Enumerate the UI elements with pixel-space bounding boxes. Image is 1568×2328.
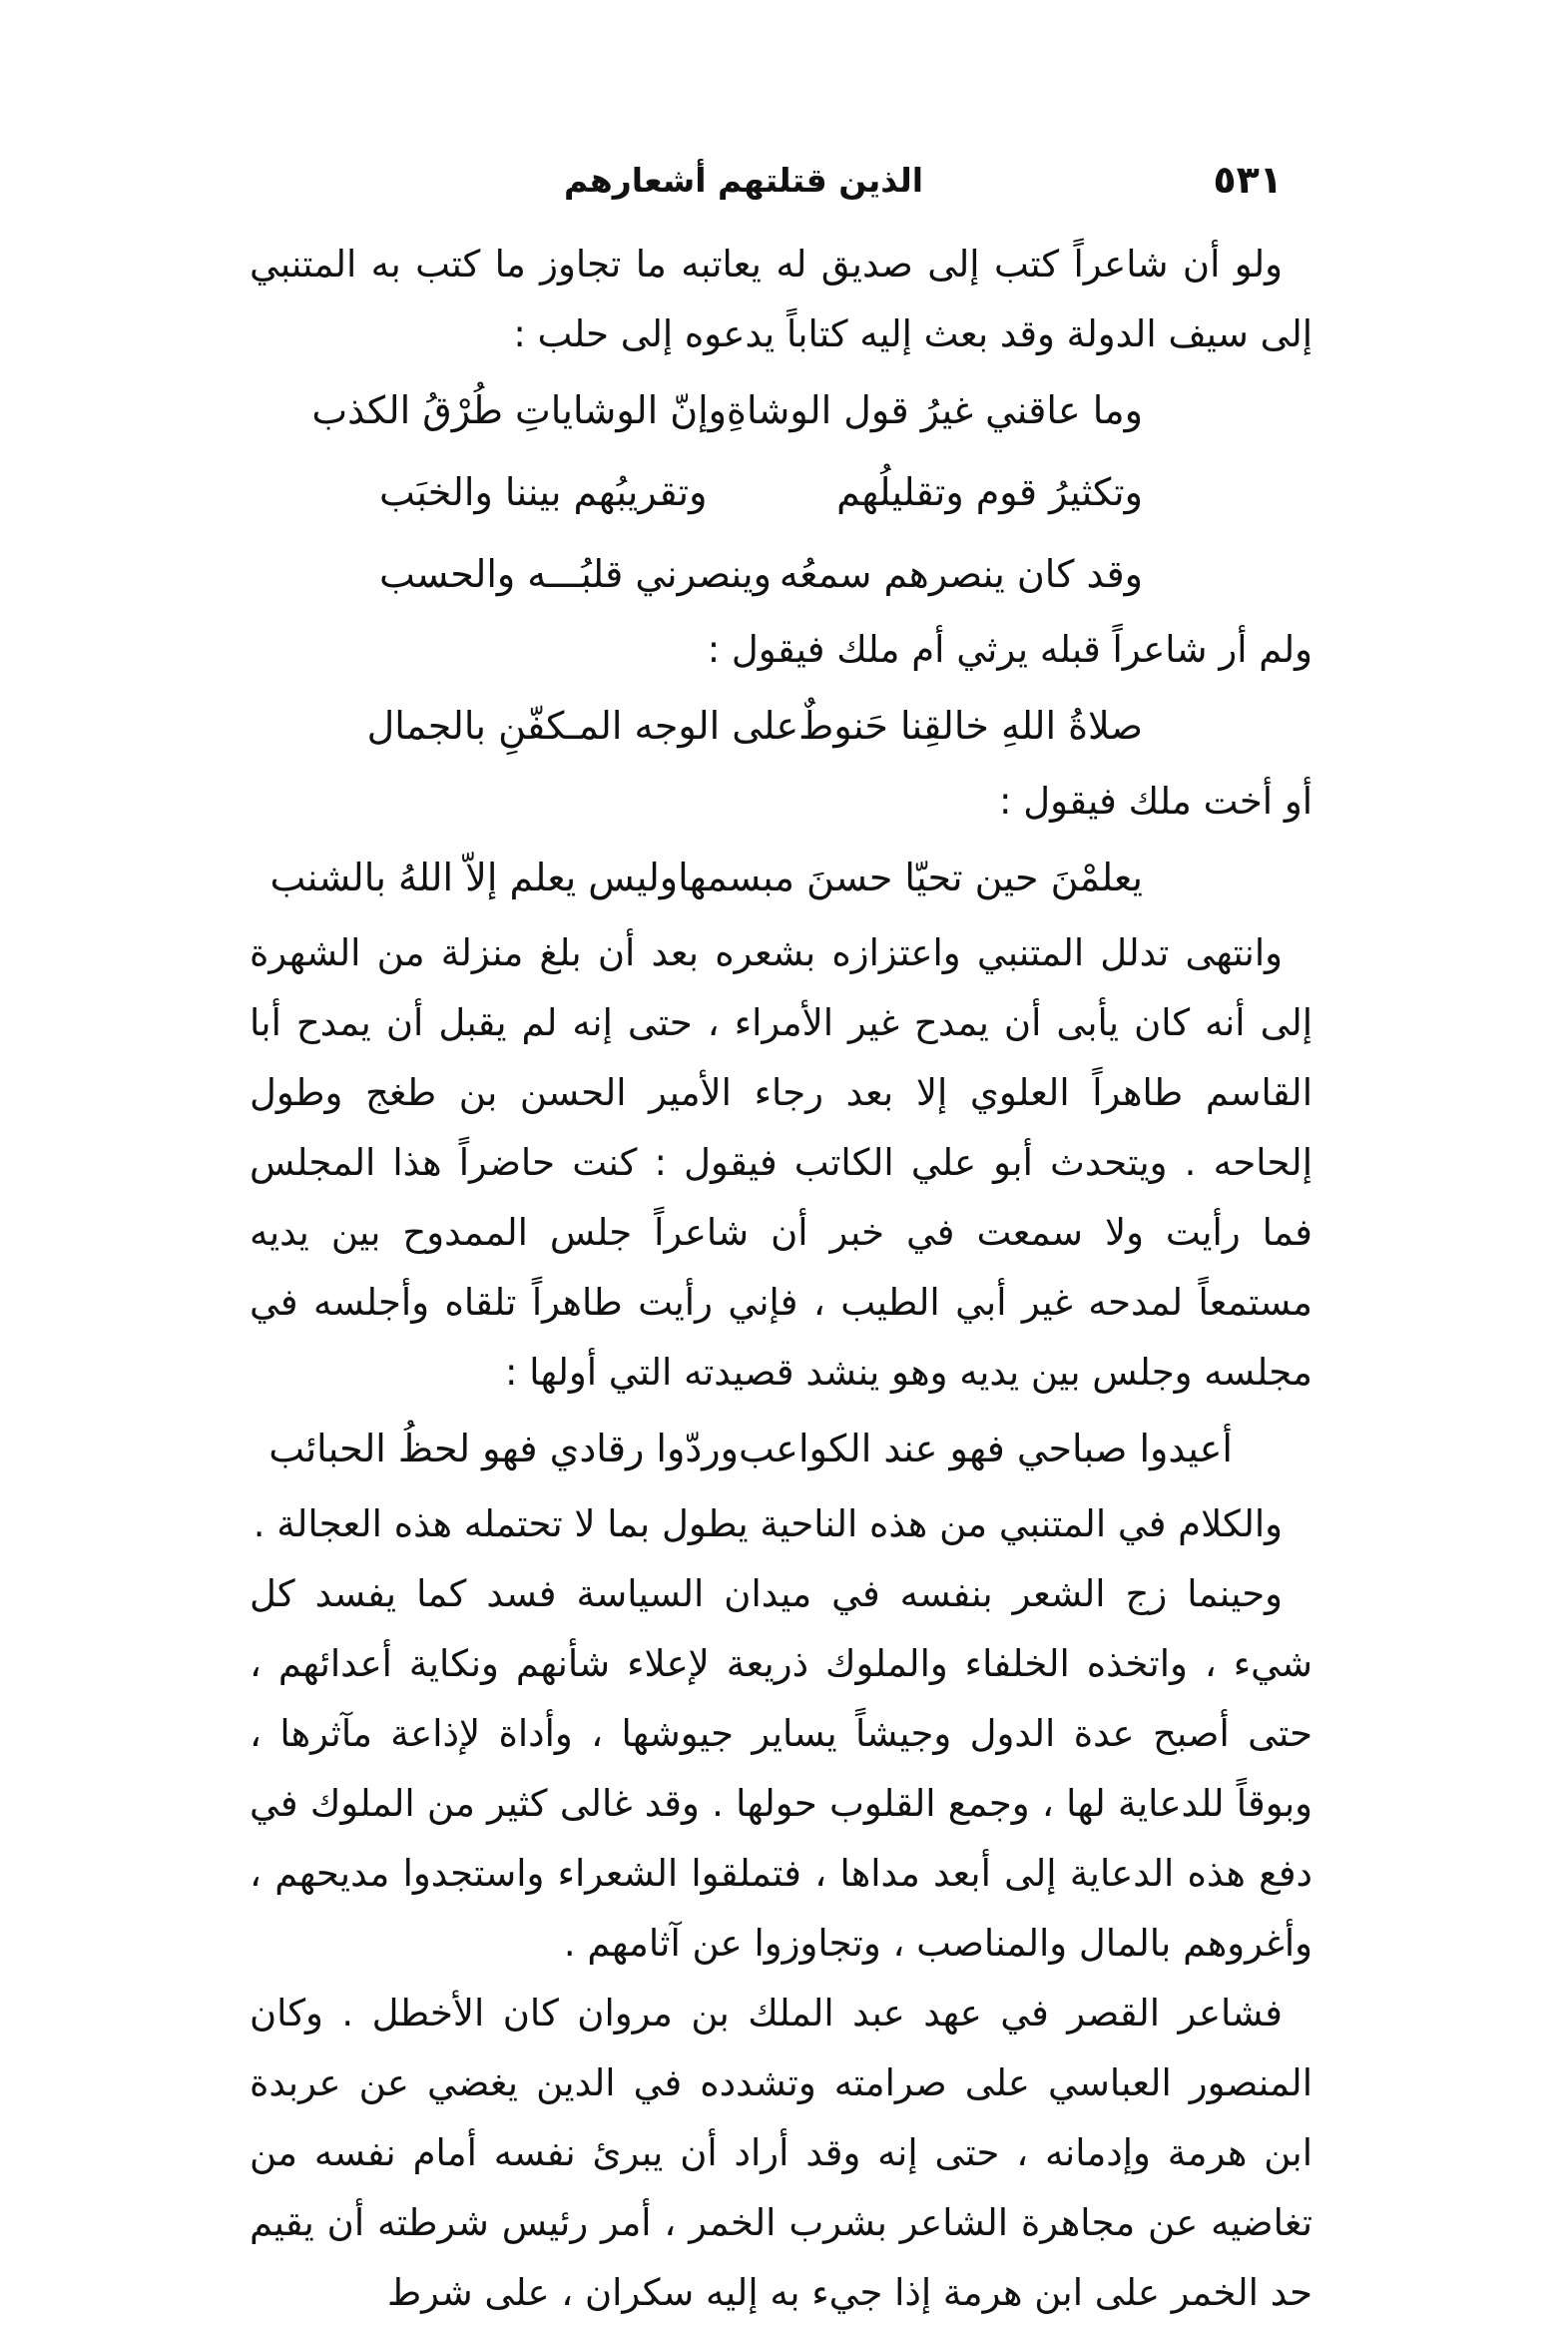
verse-first-hemistich: أعيدوا صباحي فهو عند الكواعب (738, 1427, 1233, 1470)
verse-line (250, 1408, 1312, 1489)
verse-second-hemistich: وينصرني قلبُـــه والحسب (379, 552, 772, 596)
paragraph: وانتهى تدلل المتنبي واعتزازه بشعره بعد أن بلغ منزلة من الشهرة إلى أنه كان يأبى أن يمدح غير الأمراء ، حتى إنه لم يقبل أن يمدح أبا القاسم طاهراً العلوي إلا بعد رجاء الأمير الحسن بن طغج وطول إلحاحه . ويتحدث أبو علي الكاتب فيقول : كنت حاضراً هذا المجلس فما رأيت ولا سمعت في خبر أن شاعراً جلس الممدوح بين يديه مستمعاً لمدحه غير أبي الطيب ، فإني رأيت طاهراً تلقاه وأجلسه في مجلسه وجلس بين يديه وهو ينشد قصيدته التي أولها : (250, 931, 1312, 1394)
paragraph: ولم أر شاعراً قبله يرثي أم ملك فيقول : (707, 628, 1312, 671)
page-number: ٥٣١ (1213, 158, 1283, 202)
verse-line (250, 533, 1312, 615)
verse-line (250, 685, 1312, 767)
verse-line (250, 451, 1312, 533)
paragraph: ولو أن شاعراً كتب إلى صديق له يعاتبه ما تجاوز ما كتب به المتنبي إلى سيف الدولة وقد بعث إليه كتاباً يدعوه إلى حلب : (250, 243, 1312, 355)
verse-first-hemistich: وما عاقني غيرُ قول الوشاةِ (727, 388, 1143, 432)
paragraph: فشاعر القصر في عهد عبد الملك بن مروان كان الأخطل . وكان المنصور العباسي على صرامته وتشدده في الدين يغضي عن عربدة ابن هرمة وإدمانه ، حتى إنه وقد أراد أن يبرئ نفسه أمام نفسه من تغاضيه عن مجاهرة الشاعر بشرب الخمر ، أمر رئيس شرطته أن يقيم حد الخمر على ابن هرمة إذا جيء به إليه سكران ، على شرط (250, 1992, 1312, 2314)
verse-line (250, 369, 1312, 451)
verse-line (250, 837, 1312, 918)
verse-second-hemistich: على الوجه المـكفّنِ بالجمال (366, 704, 799, 748)
paragraph: والكلام في المتنبي من هذه الناحية يطول بما لا تحتمله هذه العجالة . (253, 1502, 1283, 1545)
paragraph: أو أخت ملك فيقول : (999, 780, 1312, 823)
verse-second-hemistich: وليس يعلم إلاّ اللهُ بالشنب (269, 856, 679, 899)
verse-first-hemistich: وقد كان ينصرهم سمعُه (779, 552, 1143, 596)
running-title: الذين قتلتهم أشعارهم (564, 160, 924, 200)
page-header (284, 150, 1283, 210)
verse-second-hemistich: وتقريبُهم بيننا والخبَب (379, 470, 708, 514)
verse-first-hemistich: وتكثيرُ قوم وتقليلُهم (836, 470, 1143, 514)
verse-first-hemistich: صلاةُ اللهِ خالقِنا حَنوطٌ (798, 704, 1143, 748)
verse-second-hemistich: وإنّ الوشاياتِ طُرْقُ الكذب (311, 388, 728, 432)
page-body (250, 230, 1312, 2328)
verse-second-hemistich: وردّوا رقادي فهو لحظُ الحبائب (268, 1427, 739, 1470)
verse-first-hemistich: يعلمْنَ حين تحيّا حسنَ مبسمها (678, 856, 1143, 899)
paragraph: وحينما زج الشعر بنفسه في ميدان السياسة فسد كما يفسد كل شيء ، واتخذه الخلفاء والملوك ذريعة لإعلاء شأنهم ونكاية أعدائهم ، حتى أصبح عدة الدول وجيشاً يساير جيوشها ، وأداة لإذاعة مآثرها ، وبوقاً للدعاية لها ، وجمع القلوب حولها . وقد غالى كثير من الملوك في دفع هذه الدعاية إلى أبعد مداها ، فتملقوا الشعراء واستجدوا مديحهم ، وأغروهم بالمال والمناصب ، وتجاوزوا عن آثامهم . (250, 1572, 1312, 1965)
